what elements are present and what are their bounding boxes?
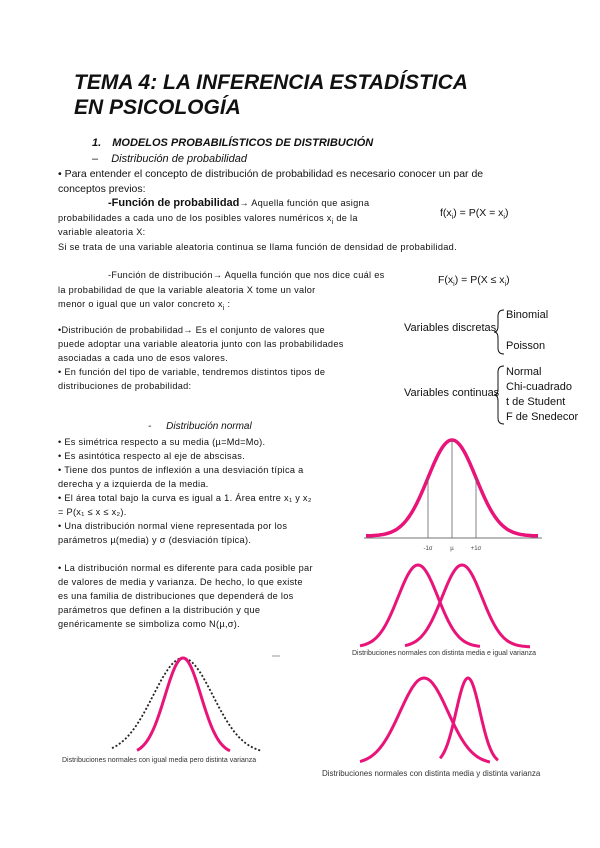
section-title: MODELOS PROBABILÍSTICOS DE DISTRIBUCIÓN (112, 137, 374, 149)
formula-part: ) (506, 274, 510, 286)
normal-heading (148, 421, 252, 432)
caption-diff-mean-same-var: Distribuciones normales con distinta media e igual varianza (352, 650, 537, 657)
normal-line-8: parámetros µ(media) y σ (desviación típica). (58, 535, 252, 545)
dist-function-formula (438, 274, 510, 288)
formula-part: ) (504, 207, 509, 219)
intro-line-1: • Para entender el concepto de distribución de probabilidad es necesario conocer un par de (58, 168, 484, 180)
normal-line-7: • Una distribución normal viene representada por los (58, 521, 288, 531)
normal-line-6: = P(x₁ ≤ x ≤ x₂). (58, 507, 127, 517)
prob-function-line-1 (108, 196, 369, 210)
continuous-note: Si se trata de una variable aleatoria continua se llama función de densidad de probabilidad. (58, 242, 457, 252)
formula-sub: i (451, 214, 454, 222)
family-line-2: de valores de media y varianza. De hecho, lo que existe (58, 577, 303, 587)
tick-mu: µ (450, 546, 454, 552)
same-mean-diff-var-figure (62, 650, 287, 760)
normal-curve-right (405, 565, 530, 647)
continuous-item-f-snedecor: F de Snedecor (506, 411, 579, 423)
prob-function-definition: → Aquella función que asigna (239, 198, 370, 208)
continuous-bracket (494, 364, 506, 426)
normal-line-2: • Es asintótica respecto al eje de abscisas. (58, 451, 245, 461)
normal-line-1: • Es simétrica respecto a su media (µ=Md=Mo). (58, 437, 266, 447)
diff-mean-same-var-figure (350, 555, 550, 650)
dist-function-line-3-sub: i (222, 304, 225, 312)
formula-sub: i (504, 281, 507, 289)
prob-distribution-line-4: • En función del tipo de variable, tendremos distintos tipos de (58, 367, 326, 377)
formula-part: f(x (440, 207, 452, 219)
normal-curve-narrow (137, 658, 230, 751)
family-line-1: • La distribución normal es diferente para cada posible par (58, 563, 313, 573)
prob-function-line-2-end: de la (333, 213, 358, 223)
formula-sub: i (503, 214, 505, 222)
discrete-bracket (494, 308, 506, 356)
prob-function-line-2-text: probabilidades a cada uno de los posibles valores numéricos x (58, 213, 332, 223)
normal-line-3: • Tiene dos puntos de inflexión a una desviación típica a (58, 465, 304, 475)
tick-plus-sigma: +1σ (470, 546, 482, 552)
caption-same-mean-diff-var: Distribuciones normales con igual media pero distinta varianza (62, 757, 257, 764)
prob-distribution-line-3: asociadas a cada uno de esos valores. (58, 353, 228, 363)
dist-function-line-2: la probabilidad de que la variable aleatoria X tome un valor (58, 285, 316, 295)
formula-part: F(x (438, 274, 454, 286)
section-heading (92, 137, 373, 149)
diff-mean-diff-var-figure (320, 660, 540, 768)
discrete-item-poisson: Poisson (506, 340, 546, 352)
formula-part: ) = P(X = x (453, 207, 504, 219)
intro-line-2: conceptos previos: (58, 183, 146, 195)
tick-minus-sigma: -1σ (423, 546, 433, 552)
prob-distribution-line-2: puede adoptar una variable aleatoria junto con las probabilidades (58, 339, 344, 349)
normal-heading-dash: - (148, 421, 152, 432)
discrete-item-binomial: Binomial (506, 309, 549, 321)
continuous-variables-label: Variables continuas (404, 387, 500, 399)
normal-line-4: derecha y a izquierda de la media. (58, 479, 209, 489)
prob-function-line-3: variable aleatoria X: (58, 227, 146, 237)
subsection-title: Distribución de probabilidad (111, 153, 247, 165)
page-title: TEMA 4: LA INFERENCIA ESTADÍSTICA EN PSICOLOGÍA (74, 71, 468, 119)
prob-distribution-line-5: distribuciones de probabilidad: (58, 381, 192, 391)
family-line-5: genéricamente se simboliza como N(µ,σ). (58, 619, 240, 629)
family-line-4: parámetros que definen a la distribución y que (58, 605, 261, 615)
normal-curve-wide (112, 658, 262, 751)
dist-function-line-1: -Función de distribución→ Aquella función que nos dice cuál es (108, 270, 385, 280)
normal-line-5: • El área total bajo la curva es igual a 1. Área entre x₁ y x₂ (58, 493, 312, 503)
continuous-item-normal: Normal (506, 366, 542, 378)
continuous-item-t-student: t de Student (506, 396, 566, 408)
discrete-variables-label: Variables discretas (404, 322, 497, 334)
dist-function-line-3-text: menor o igual que un valor concreto x (58, 299, 223, 309)
family-line-3: es una familia de distribuciones que dependerá de los (58, 591, 294, 601)
continuous-item-chi-cuadrado: Chi-cuadrado (506, 381, 573, 393)
normal-curve-wide-left (360, 678, 490, 762)
section-number: 1. (92, 137, 102, 149)
formula-sub: i (453, 281, 455, 289)
formula-part: ) = P(X ≤ x (454, 274, 505, 286)
prob-function-label: -Función de probabilidad (108, 197, 240, 209)
dist-function-line-3 (58, 297, 230, 316)
caption-diff-mean-diff-var: Distribuciones normales con distinta media y distinta varianza (322, 769, 541, 778)
prob-function-formula (440, 207, 508, 221)
prob-function-line-2-sub: i (331, 218, 334, 226)
dist-function-line-3-end: : (224, 299, 231, 309)
main-normal-curve-figure (360, 430, 545, 558)
prob-distribution-line-1: •Distribución de probabilidad→ Es el conjunto de valores que (58, 325, 325, 335)
normal-heading-text: Distribución normal (166, 421, 252, 432)
subsection-dash: – (92, 153, 99, 165)
subsection-heading (92, 153, 247, 165)
normal-curve-left (360, 565, 480, 646)
